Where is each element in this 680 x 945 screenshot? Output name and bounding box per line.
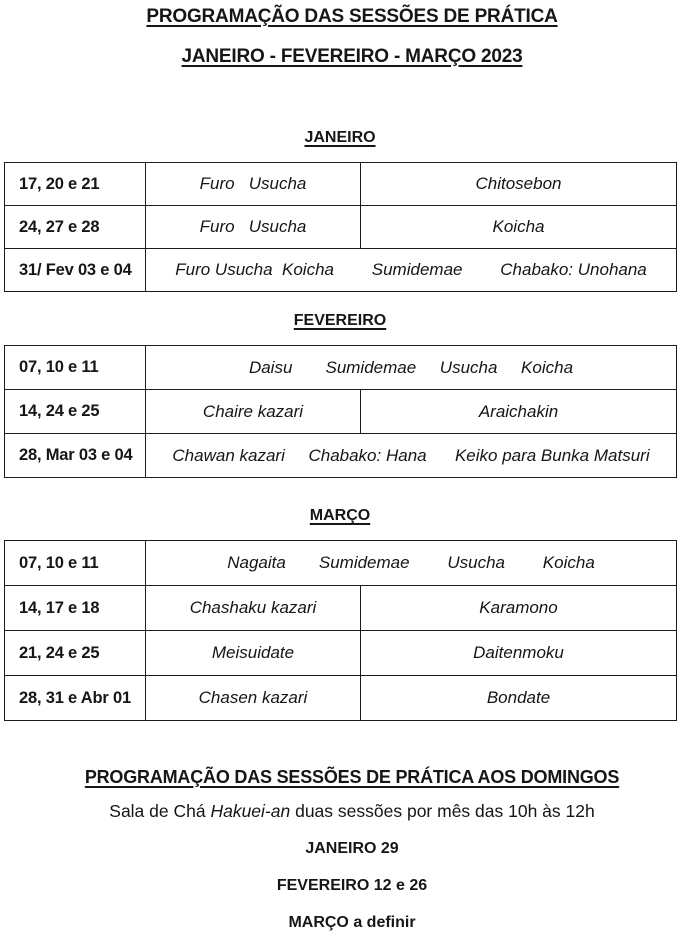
table-row (5, 346, 677, 390)
activity-cell: Furo Usucha (146, 206, 361, 249)
table-row (5, 631, 677, 676)
page-title: PROGRAMAÇÃO DAS SESSÕES DE PRÁTICA (146, 6, 558, 27)
tea-room-name: Hakuei-an (210, 801, 291, 821)
document-header (0, 5, 680, 69)
date-cell: 31/ Fev 03 e 04 (5, 249, 146, 292)
table-row (5, 434, 677, 478)
date-cell: 17, 20 e 21 (5, 163, 146, 206)
activity-cell: Chaire kazari (146, 390, 361, 434)
table-row (5, 206, 677, 249)
month-heading-janeiro: JANEIRO (304, 129, 376, 146)
activity-cell: Chasen kazari (146, 676, 361, 721)
month-heading-marco: MARÇO (309, 507, 371, 524)
table-row (5, 163, 677, 206)
activity-cell: Meisuidate (146, 631, 361, 676)
month-heading-fevereiro: FEVEREIRO (293, 312, 387, 329)
sundays-section (0, 766, 680, 933)
fevereiro-table (4, 345, 677, 478)
sunday-date-fevereiro: FEVEREIRO 12 e 26 (276, 877, 428, 894)
table-row (5, 586, 677, 631)
table-row (5, 541, 677, 586)
date-cell: 21, 24 e 25 (5, 631, 146, 676)
activity-cell: Karamono (361, 586, 677, 631)
table-row (5, 249, 677, 292)
sundays-info (24, 800, 680, 822)
date-cell: 07, 10 e 11 (5, 541, 146, 586)
venue-suffix: duas sessões por mês das 10h às 12h (290, 801, 595, 821)
date-cell: 28, 31 e Abr 01 (5, 676, 146, 721)
date-cell: 28, Mar 03 e 04 (5, 434, 146, 478)
page-subtitle: JANEIRO - FEVEREIRO - MARÇO 2023 (181, 46, 523, 67)
marco-table (4, 540, 677, 721)
activity-cell-full: Daisu Sumidemae Usucha Koicha (146, 346, 677, 390)
activity-cell: Daitenmoku (361, 631, 677, 676)
venue-prefix: Sala de Chá (109, 801, 211, 821)
janeiro-table (4, 162, 677, 292)
activity-cell: Chitosebon (361, 163, 677, 206)
table-row (5, 676, 677, 721)
date-cell: 14, 24 e 25 (5, 390, 146, 434)
sunday-date-janeiro: JANEIRO 29 (305, 840, 399, 857)
activity-cell: Koicha (361, 206, 677, 249)
activity-cell-full: Chawan kazari Chabako: Hana Keiko para Bunka Matsuri (146, 434, 677, 478)
activity-cell: Furo Usucha (146, 163, 361, 206)
activity-cell-full: Furo Usucha Koicha Sumidemae Chabako: Unohana (146, 249, 677, 292)
table-row (5, 390, 677, 434)
date-cell: 14, 17 e 18 (5, 586, 146, 631)
activity-cell: Araichakin (361, 390, 677, 434)
activity-cell-full: Nagaita Sumidemae Usucha Koicha (146, 541, 677, 586)
sundays-heading: PROGRAMAÇÃO DAS SESSÕES DE PRÁTICA AOS DOMINGOS (84, 767, 620, 787)
date-cell: 24, 27 e 28 (5, 206, 146, 249)
activity-cell: Chashaku kazari (146, 586, 361, 631)
activity-cell: Bondate (361, 676, 677, 721)
date-cell: 07, 10 e 11 (5, 346, 146, 390)
sunday-date-marco: MARÇO a definir (288, 914, 416, 931)
